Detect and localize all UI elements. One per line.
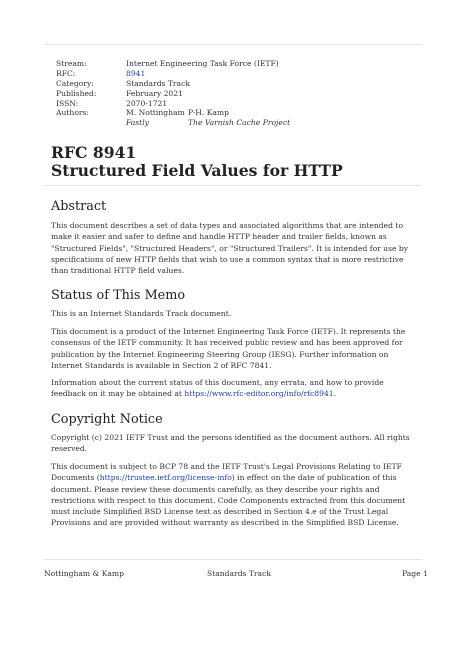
trustee-license-link[interactable]: https://trustee.ietf.org/license-info: [99, 473, 232, 483]
meta-row-stream: [56, 59, 290, 69]
meta-row-issn: [56, 99, 290, 109]
meta-value: February 2021: [126, 88, 183, 98]
author-name: M. Nottingham: [126, 108, 185, 118]
status-p3-end: .: [333, 389, 337, 399]
title-text: Structured Field Values for HTTP: [51, 160, 343, 180]
meta-value: Standards Track: [126, 78, 190, 88]
rfc-number-link[interactable]: 8941: [126, 68, 146, 78]
footer-authors: Nottingham & Kamp: [44, 569, 124, 578]
title-rfc-number: RFC 8941: [51, 143, 137, 162]
meta-key-empty: [56, 118, 126, 128]
meta-key: ISSN:: [56, 98, 79, 108]
copyright-paragraph-2: [51, 461, 416, 529]
footer-category: Standards Track: [207, 569, 271, 578]
copyright-p2-end: ) in effect on the date of publication of this document. Please review these documents carefully, as they describe your rights and restrictions with respect to this document. Code Components extracted from this document must include Simplified BSD License text as described in Section 4.e of the Trust Legal Provisions and are provided without warranty as described in the Simplified BSD License.: [51, 473, 406, 528]
copyright-paragraph-1: Copyright (c) 2021 IETF Trust and the persons identified as the document authors. All rights reserved.: [51, 433, 410, 454]
copyright-p2-text: This document is subject to BCP 78 and the IETF Trust's Legal Provisions Relating to IETF Documents (: [51, 462, 402, 483]
document-title: [51, 144, 343, 179]
meta-key: Authors:: [56, 108, 89, 118]
abstract-text: This document describes a set of data types and associated algorithms that are intended to make it easier and safer to define and handle HTTP header and trailer fields, known as "Structured Fields", "Structured Headers", or "Structured Trailers". It is intended for use by specifications of new HTTP fields that wish to use a common syntax that is more restrictive than traditional HTTP field values.: [51, 221, 409, 276]
status-heading: Status of This Memo: [51, 288, 186, 303]
copyright-heading: Copyright Notice: [51, 412, 163, 427]
author-name: P-H. Kamp: [188, 108, 229, 118]
meta-key: Published:: [56, 88, 97, 98]
meta-value: 2070-1721: [126, 98, 168, 108]
meta-key: Category:: [56, 78, 94, 88]
meta-row-rfc: [56, 69, 290, 79]
meta-value: Internet Engineering Task Force (IETF): [126, 59, 279, 68]
status-p3-text: Information about the current status of this document, any errata, and how to provide feedback on it may be obtained at: [51, 378, 384, 399]
meta-row-published: [56, 89, 290, 99]
status-paragraph-2: This document is a product of the Internet Engineering Task Force (IETF). It represents the consensus of the IETF community. It has received public review and has been approved for publication by the Internet Engineering Steering Group (IESG). Further information on Internet Standards is available in Section 2 of RFC 7841.: [51, 327, 406, 370]
document-metadata: [56, 59, 290, 128]
meta-row-orgs: [56, 118, 290, 128]
author-org: Fastly: [126, 118, 149, 128]
meta-key: Stream:: [56, 59, 87, 68]
meta-row-category: [56, 79, 290, 89]
footer-divider: [44, 559, 422, 560]
footer-page-number: Page 1: [402, 569, 428, 578]
status-paragraph-3: [51, 377, 416, 400]
title-divider: [44, 185, 422, 186]
status-paragraph-1: This is an Internet Standards Track document.: [51, 309, 232, 318]
rfc-editor-link[interactable]: https://www.rfc-editor.org/info/rfc8941: [184, 389, 334, 399]
meta-key: RFC:: [56, 68, 76, 78]
header-divider: [44, 44, 422, 45]
abstract-heading: Abstract: [51, 199, 107, 214]
meta-row-authors: [56, 108, 290, 118]
author-org: The Varnish Cache Project: [188, 118, 291, 128]
